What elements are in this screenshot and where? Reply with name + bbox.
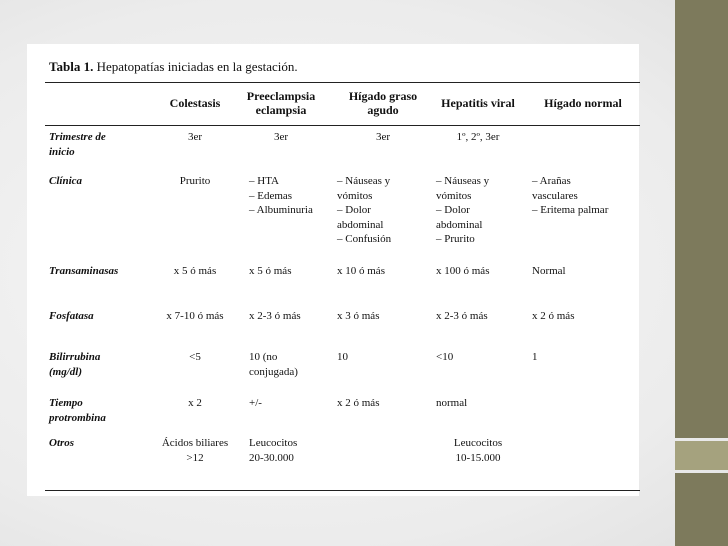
sidebar-band-top [675,0,728,438]
table-cell-preeclampsia: 10 (no conjugada) [249,351,298,378]
top-rule [45,82,640,83]
table-cell-preeclampsia: x 2-3 ó más [249,310,301,322]
row-label: Tiempo protrombina [49,397,106,424]
row-label: Fosfatasa [49,310,94,322]
table-cell-higado-graso: x 10 ó más [337,265,385,277]
table-cell-hepatitis-viral: normal [436,397,468,409]
column-header-preeclampsia: Preeclampsia eclampsia [246,89,316,117]
column-header-higado-graso: Hígado graso agudo [348,89,418,117]
sidebar-band-bottom [675,473,728,546]
table-cell-colestasis: <5 [189,351,201,363]
table-cell-hepatitis-viral: Leucocitos 10-15.000 [453,437,503,464]
table-cell-higado-graso: 10 [337,351,348,363]
table-cell-colestasis: Prurito [179,175,211,187]
table-cell-higado-graso: 3er [375,131,391,143]
table-cell-higado-normal: Normal [532,265,566,277]
bottom-rule [45,490,640,491]
table-cell-preeclampsia: x 5 ó más [249,265,292,277]
table-cell-colestasis: x 2 [188,397,202,409]
table-cell-hepatitis-viral: – Náuseas y vómitos – Dolor abdominal – Prurito [436,175,490,245]
row-label: Clínica [49,175,83,187]
table-cell-colestasis: x 7-10 ó más [166,310,224,322]
table-cell-higado-normal: 1 [532,351,538,363]
caption-label: Tabla 1. [49,59,94,74]
table-cell-preeclampsia: – HTA – Edemas – Albuminuria [249,175,313,216]
table-cell-preeclampsia: 3er [273,131,289,143]
table-cell-colestasis: Ácidos biliares >12 [161,437,229,464]
table-cell-colestasis: 3er [187,131,203,143]
table-cell-higado-graso: x 3 ó más [337,310,380,322]
row-label: Bilirrubina (mg/dl) [49,351,101,378]
table-cell-preeclampsia: Leucocitos 20-30.000 [249,437,298,464]
table-cell-hepatitis-viral: 1º, 2º, 3er [456,131,500,143]
table-cell-colestasis: x 5 ó más [173,265,217,277]
row-label: Otros [49,437,75,449]
table-cell-hepatitis-viral: x 100 ó más [436,265,490,277]
row-label: Trimestre de inicio [49,131,106,158]
caption-text: Hepatopatías iniciadas en la gestación. [96,59,298,74]
column-header-hepatitis-viral: Hepatitis viral [441,96,515,110]
table-cell-higado-graso: – Náuseas y vómitos – Dolor abdominal – Confusión [337,175,392,245]
row-label: Transaminasas [49,265,119,277]
column-header-colestasis: Colestasis [169,96,221,110]
table-cell-higado-graso: x 2 ó más [337,397,380,409]
table-image [27,44,639,496]
table-cell-hepatitis-viral: x 2-3 ó más [436,310,488,322]
table-cell-higado-normal: – Arañas vasculares – Eritema palmar [532,175,609,216]
table-cell-preeclampsia: +/- [249,397,262,409]
table-cell-hepatitis-viral: <10 [436,351,454,363]
table-cell-higado-normal: x 2 ó más [532,310,575,322]
header-rule [45,125,640,126]
sidebar-band-accent [675,441,728,470]
table-caption [49,59,298,75]
column-header-higado-normal: Hígado normal [544,96,622,110]
decorative-sidebar [675,0,728,546]
